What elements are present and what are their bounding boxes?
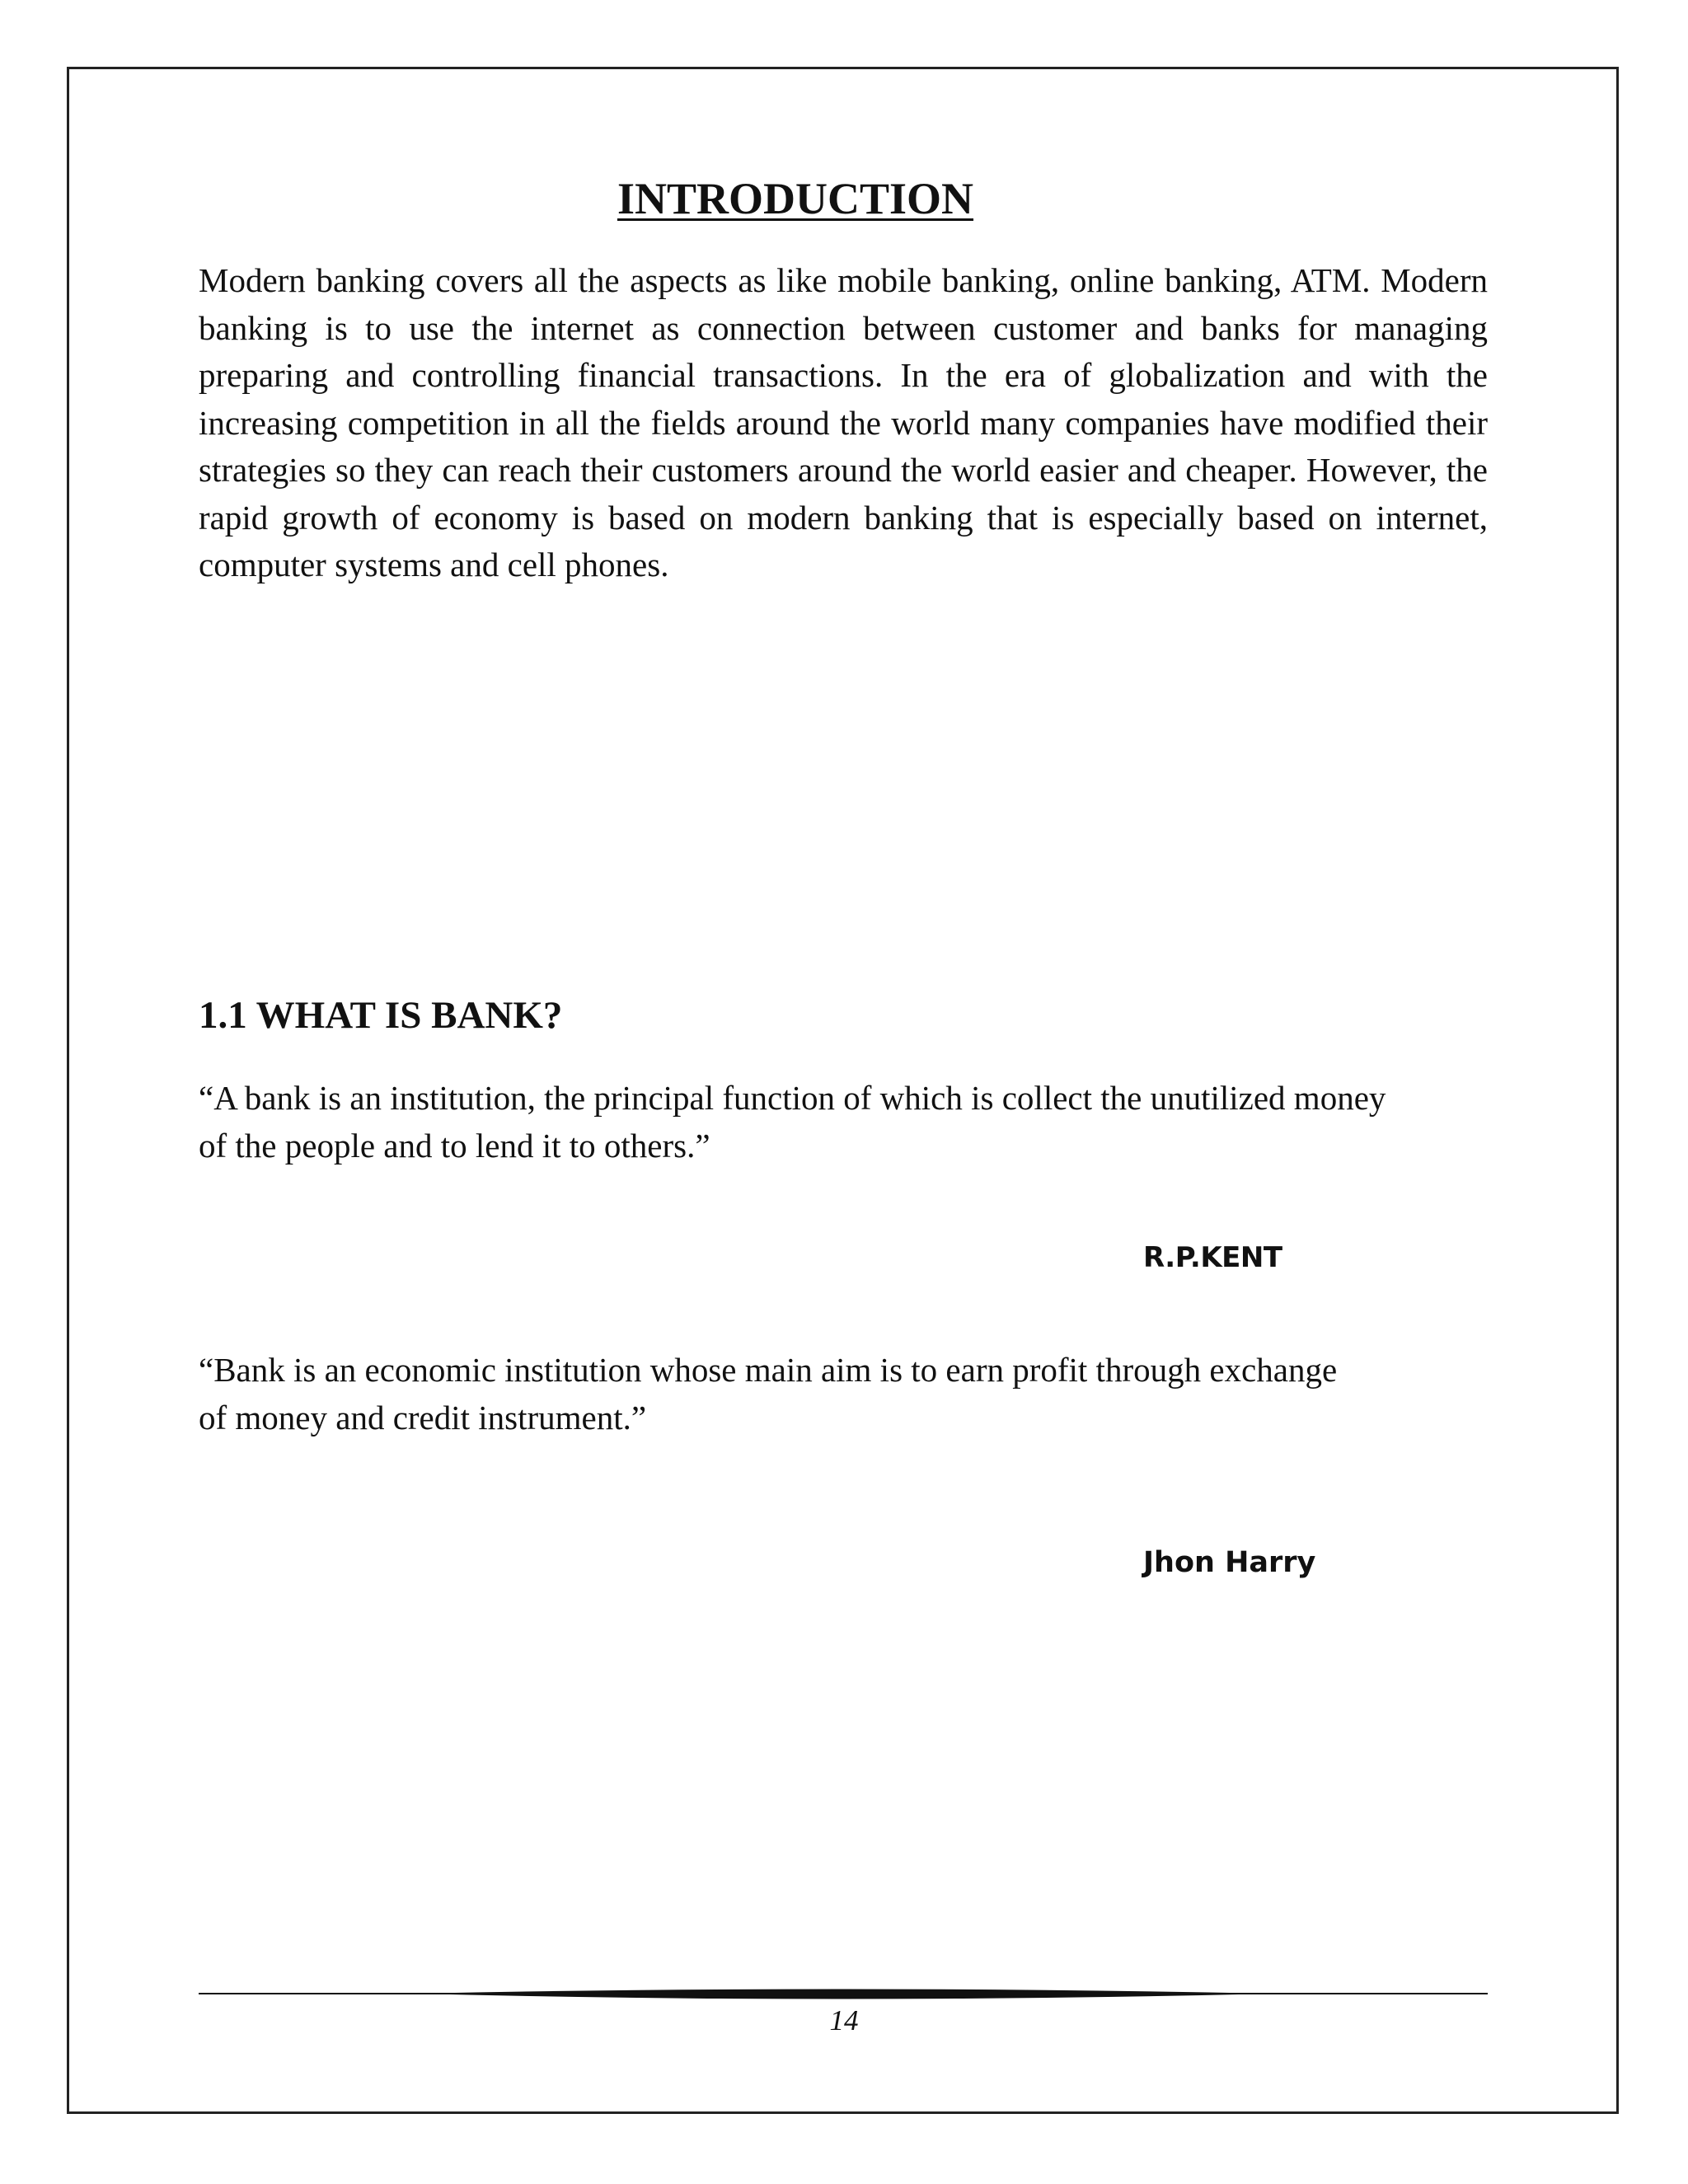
footer-divider [199, 1986, 1488, 2003]
quote-author: Jhon Harry [1143, 1546, 1316, 1579]
quote-author: R.P.KENT [1143, 1241, 1282, 1274]
page-title: INTRODUCTION [617, 174, 974, 223]
quote-line: “A bank is an institution, the principal function of which is collect the unutilized money [199, 1079, 1386, 1117]
quote-line: of the people and to lend it to others.” [199, 1127, 710, 1165]
intro-paragraph: Modern banking covers all the aspects as like mobile banking, online banking, ATM. Modern banking is to use the internet as connection between customer and banks for managing preparing and controlling financial transactions. In the era of globalization and with the increasing competition in all the fields around the world many companies have modified their strategies so they can reach their customers around the world easier and cheaper. However, the rapid growth of economy is based on modern banking that is especially based on internet, computer systems and cell phones. [199, 261, 1488, 583]
quote-definition-1 [199, 1074, 1517, 1169]
quote-definition-2 [199, 1346, 1517, 1441]
page-number: 14 [829, 2004, 859, 2036]
quote-line: “Bank is an economic institution whose main aim is to earn profit through exchange [199, 1351, 1338, 1389]
quote-line: of money and credit instrument.” [199, 1399, 647, 1436]
section-heading: 1.1 WHAT IS BANK? [199, 994, 563, 1037]
